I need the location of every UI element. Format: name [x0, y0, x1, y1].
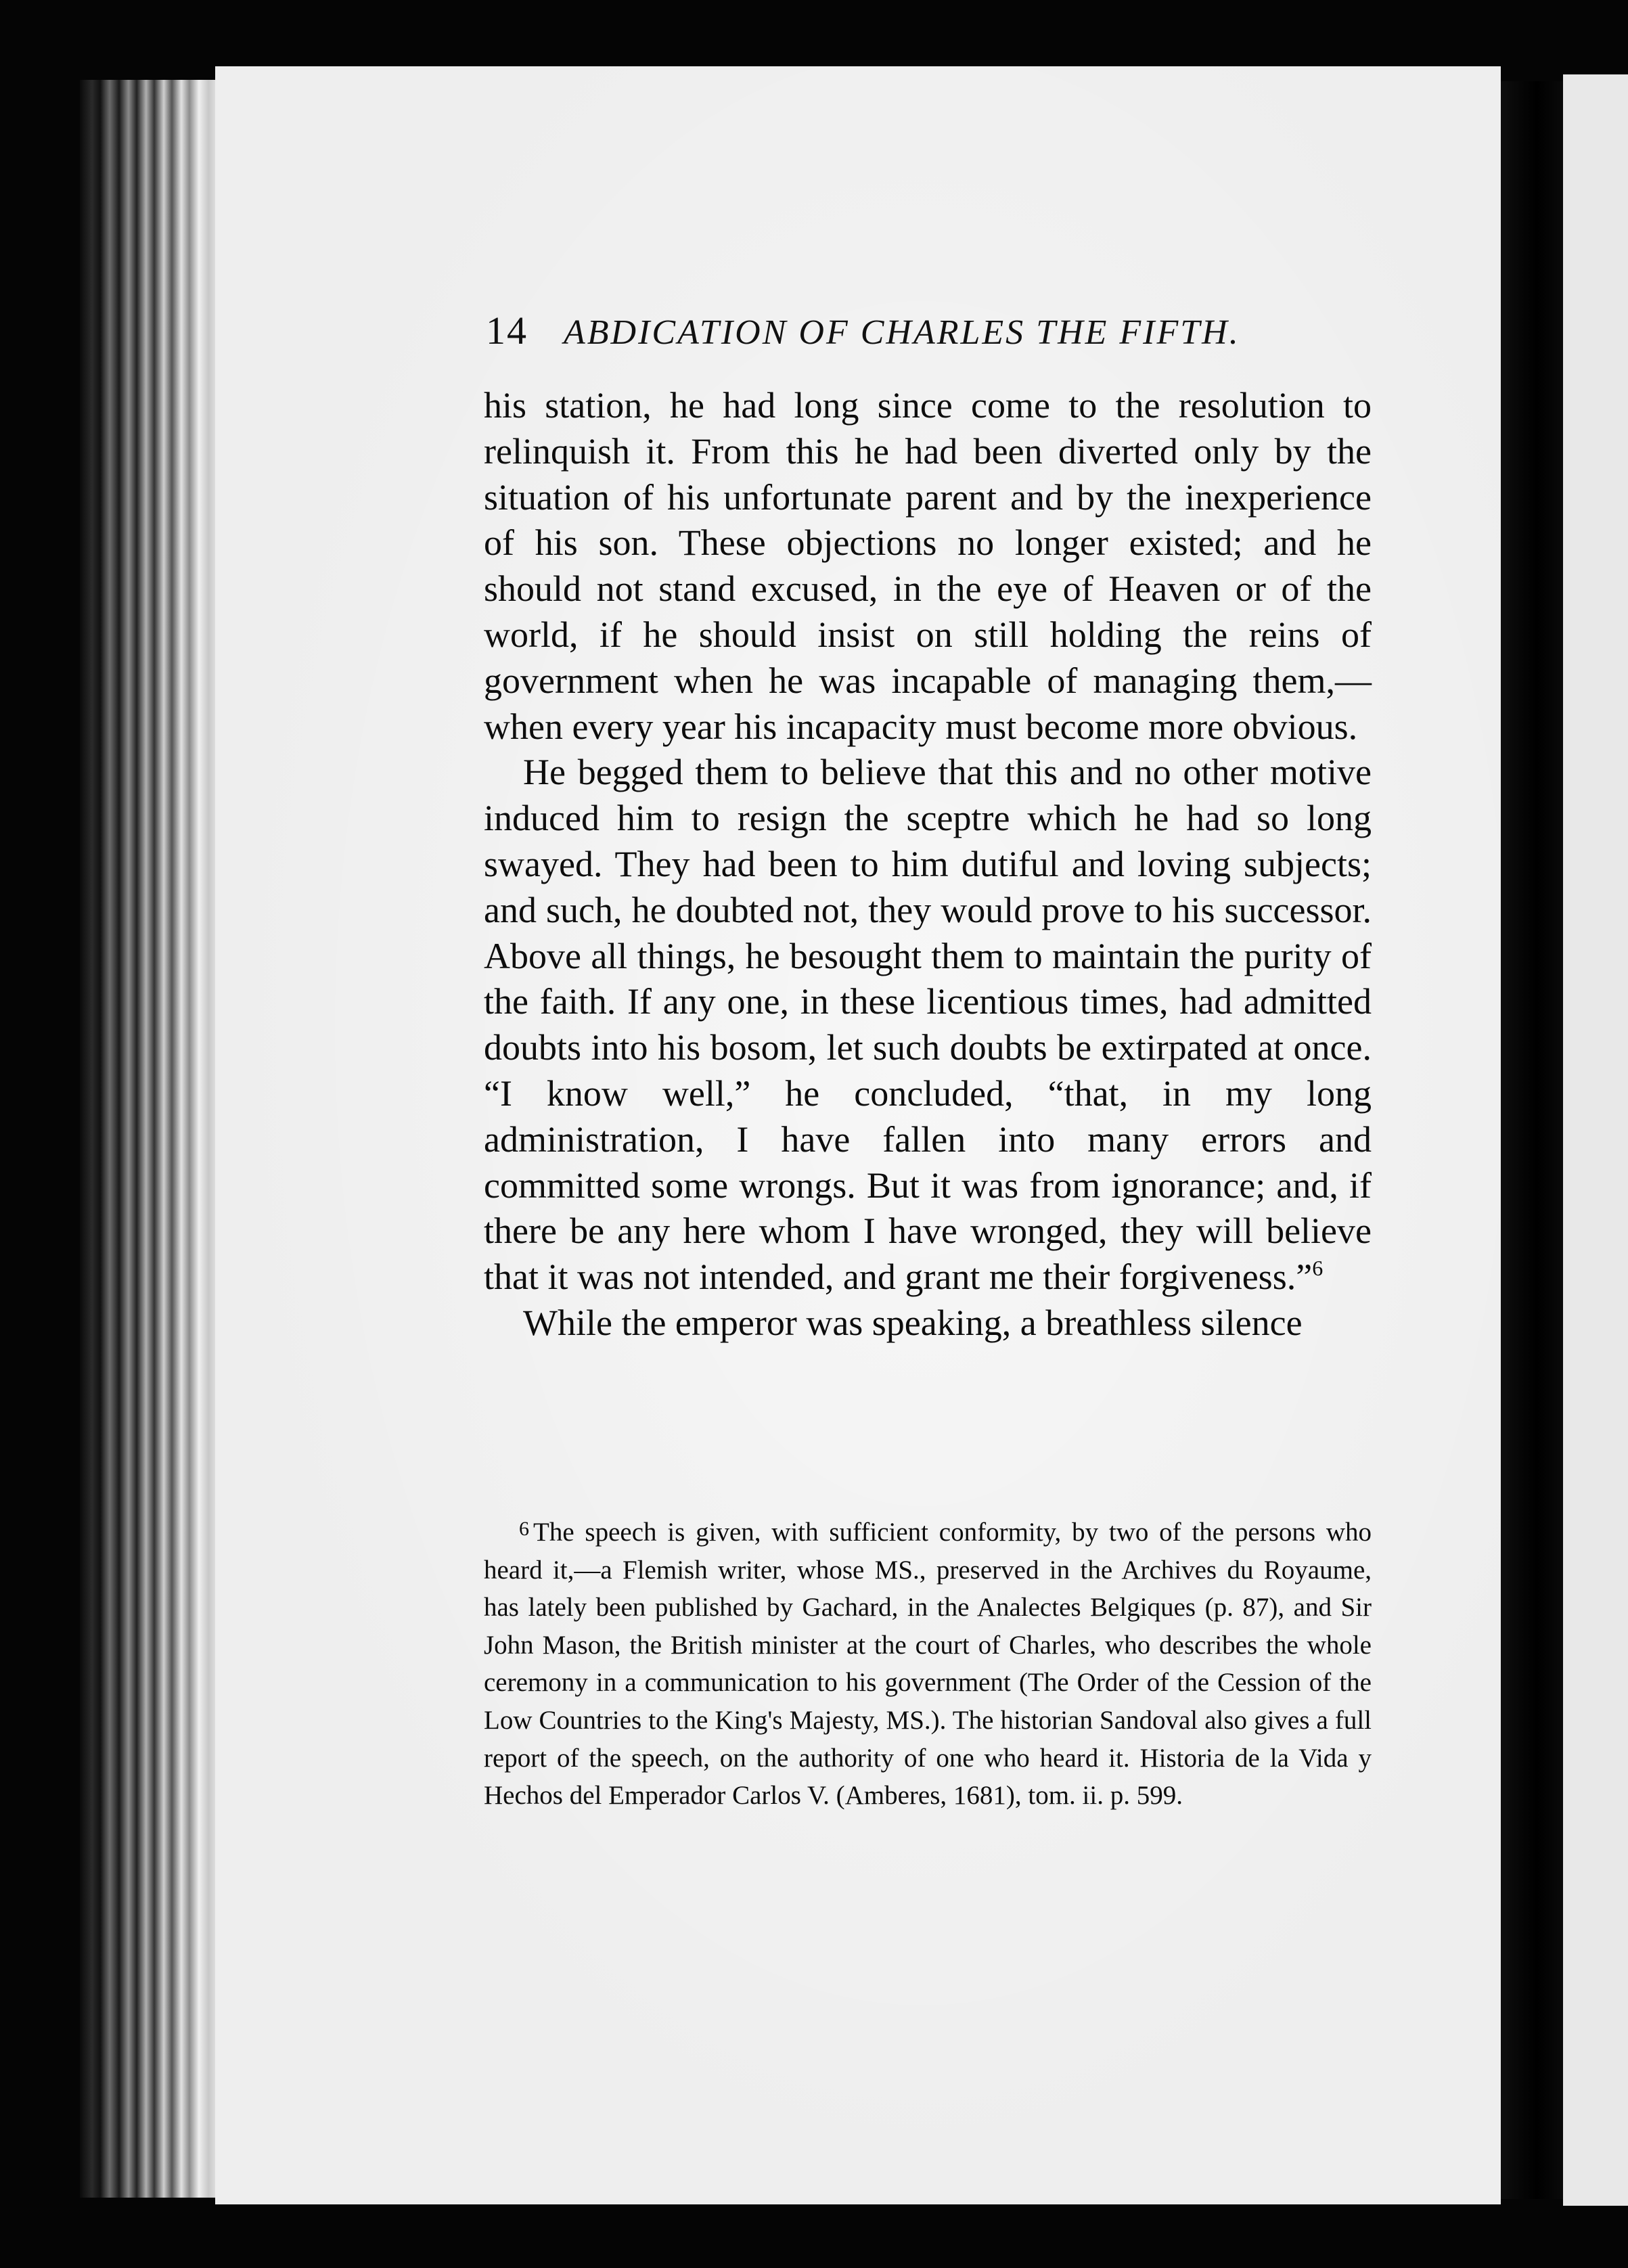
book-page-edges [80, 80, 222, 2198]
footnote [484, 1510, 1372, 1815]
footnote-text: The speech is given, with sufficient conformity, by two of the persons who heard it,—a Flemish writer, whose MS., preserved in the Archives du Royaume, has lately been published by Gachard, in the Analectes Belgiques (p. 87), and Sir John Mason, the British minister at the court of Charles, who describes the whole ceremony in a communication to his government (The Order of the Cession of the Low Countries to the King's Majesty, MS.). The historian Sandoval also gives a full report of the speech, on the authority of one who heard it. Historia de la Vida y Hechos del Emperador Carlos V. (Amberes, 1681), tom. ii. p. 599. [484, 1518, 1372, 1811]
paragraph-continued: his station, he had long since come to the resolution to relinquish it. From this he had been diverted only by the situation of his unfortunate parent and by the inexperience of his son. These objections no longer existed; and he should not stand excused, in the eye of Heaven or of the world, if he should insist on still holding the reins of government when he was incapable of managing them,—when every year his incapacity must become more obvious. [484, 385, 1372, 747]
paragraph-speech [484, 750, 1372, 1300]
body-text [484, 383, 1372, 1346]
paragraph-speech-text: He begged them to believe that this and no other motive induced him to resign the sceptre which he had so long swayed. They had been to him dutiful and loving subjects; and such, he doubted not, they would prove to his successor. Above all things, he besought them to maintain the purity of the faith. If any one, in these licentious times, had admitted doubts into his bosom, let such doubts be extirpated at once. “I know well,” he concluded, “that, in my long administration, I have fallen into many errors and committed some wrongs. But it was from ignorance; and, if there be any here whom I have wronged, they will believe that it was not intended, and grant me their forgiveness.” [484, 752, 1372, 1298]
footnote-reference: 6 [1312, 1256, 1324, 1281]
running-head [486, 308, 1365, 362]
page-number: 14 [486, 309, 528, 353]
footnote-paragraph [484, 1510, 1372, 1815]
running-title: ABDICATION OF CHARLES THE FIFTH. [564, 313, 1240, 352]
gutter-shadow [1492, 81, 1566, 2199]
footnote-number: 6 [519, 1518, 529, 1540]
paragraph-silence: While the emperor was speaking, a breathless silence [523, 1302, 1303, 1343]
facing-page-edge [1563, 74, 1628, 2206]
